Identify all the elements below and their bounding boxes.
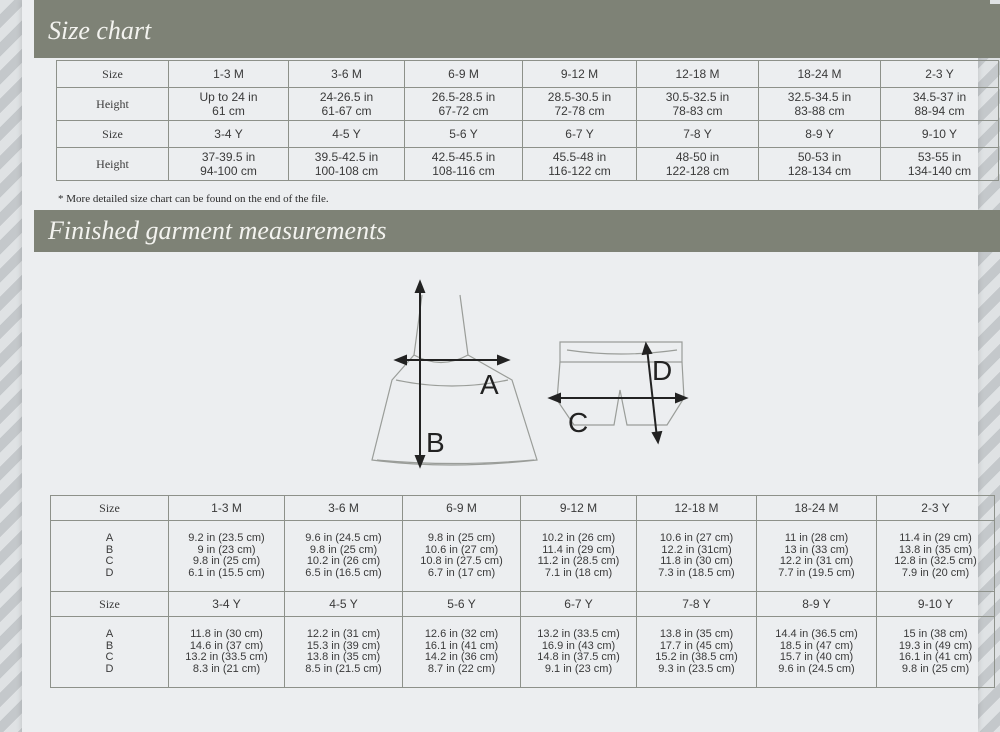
height-in: 32.5-34.5 in xyxy=(787,90,852,104)
meas-value: 7.7 in (19.5 cm) xyxy=(778,566,855,579)
height-in: 48-50 in xyxy=(675,150,720,164)
height-cm: 72-78 cm xyxy=(554,104,605,118)
size-cell: 1-3 M xyxy=(169,61,289,88)
size-cell: 2-3 Y xyxy=(881,61,999,88)
meas-value: 10.6 in (27 cm) xyxy=(659,532,734,544)
garment-diagram xyxy=(352,270,702,485)
meas-value: 6.5 in (16.5 cm) xyxy=(305,566,382,579)
meas-value: 9.6 in (24.5 cm) xyxy=(778,662,855,675)
size-cell: 7-8 Y xyxy=(637,121,759,148)
meas-value: 15 in (38 cm) xyxy=(903,628,968,640)
height-in: 42.5-45.5 in xyxy=(431,150,496,164)
meas-values-row xyxy=(51,617,995,688)
height-cell xyxy=(637,148,759,181)
meas-value: 13.8 in (35 cm) xyxy=(898,543,973,556)
label-d: D xyxy=(652,355,673,386)
meas-value: 11.2 in (28.5 cm) xyxy=(537,555,620,567)
height-in: 34.5-37 in xyxy=(912,90,967,104)
meas-value: 9.6 in (24.5 cm) xyxy=(305,532,382,544)
meas-value: 8.3 in (21 cm) xyxy=(192,662,261,675)
height-cell xyxy=(759,88,881,121)
document-page xyxy=(22,0,978,732)
meas-value: 14.8 in (37.5 cm) xyxy=(537,651,620,663)
meas-value: 14.6 in (37 cm) xyxy=(189,639,264,652)
size-row xyxy=(57,121,999,148)
height-in: 50-53 in xyxy=(797,150,842,164)
height-cell xyxy=(405,88,523,121)
height-cell xyxy=(289,148,405,181)
meas-value: 16.9 in (43 cm) xyxy=(541,639,616,652)
meas-value-cell xyxy=(757,617,877,688)
label-c: C xyxy=(568,407,589,438)
meas-letter: C xyxy=(105,651,114,663)
size-cell: 5-6 Y xyxy=(405,121,523,148)
size-cell: 3-6 M xyxy=(289,61,405,88)
height-in: 45.5-48 in xyxy=(552,150,607,164)
height-cell xyxy=(881,148,999,181)
meas-value: 9.8 in (25 cm) xyxy=(427,532,496,544)
height-in: 39.5-42.5 in xyxy=(314,150,379,164)
meas-letter: A xyxy=(105,628,114,640)
meas-value: 9.8 in (25 cm) xyxy=(192,555,261,567)
height-cell xyxy=(759,148,881,181)
height-cm: 122-128 cm xyxy=(665,164,730,178)
height-cell xyxy=(405,148,523,181)
meas-size-cell: 3-4 Y xyxy=(169,592,285,617)
meas-value: 9.8 in (25 cm) xyxy=(309,543,378,556)
size-chart-note: * More detailed size chart can be found on the end of the file. xyxy=(58,193,329,205)
meas-value: 6.1 in (15.5 cm) xyxy=(188,566,265,579)
meas-value: 12.6 in (32 cm) xyxy=(424,628,499,640)
height-cm: 94-100 cm xyxy=(200,164,257,178)
meas-size-row xyxy=(51,592,995,617)
height-in: Up to 24 in xyxy=(199,90,258,104)
meas-value-cell xyxy=(637,617,757,688)
height-cm: 100-108 cm xyxy=(314,164,379,178)
meas-size-cell: 8-9 Y xyxy=(757,592,877,617)
height-cm: 61-67 cm xyxy=(321,104,372,118)
meas-value: 6.7 in (17 cm) xyxy=(427,566,496,579)
height-cell xyxy=(289,88,405,121)
meas-value-cell xyxy=(403,617,521,688)
size-chart-title: Size chart xyxy=(34,4,1000,58)
meas-value: 13.2 in (33.5 cm) xyxy=(185,651,268,663)
meas-value: 11.8 in (30 cm) xyxy=(190,628,263,640)
meas-value-cell xyxy=(521,521,637,592)
meas-letter: D xyxy=(105,566,114,579)
meas-value: 15.2 in (38.5 cm) xyxy=(655,651,738,663)
meas-value: 13 in (33 cm) xyxy=(784,543,849,556)
meas-value: 18.5 in (47 cm) xyxy=(779,639,854,652)
size-cell: 12-18 M xyxy=(637,61,759,88)
meas-value: 12.2 in (31cm) xyxy=(661,543,732,556)
size-cell: 3-4 Y xyxy=(169,121,289,148)
dress-sketch xyxy=(372,295,537,465)
meas-value: 16.1 in (41 cm) xyxy=(898,651,973,663)
meas-letters-cell xyxy=(51,617,169,688)
meas-letter: A xyxy=(105,532,114,544)
size-cell: 6-9 M xyxy=(405,61,523,88)
height-in: 28.5-30.5 in xyxy=(547,90,612,104)
meas-value-cell xyxy=(521,617,637,688)
meas-size-label: Size xyxy=(51,592,169,617)
label-a: A xyxy=(480,369,499,400)
height-cell xyxy=(881,88,999,121)
meas-value: 11.8 in (30 cm) xyxy=(660,555,733,567)
size-row xyxy=(57,61,999,88)
meas-value-cell xyxy=(877,617,995,688)
height-cell xyxy=(523,148,637,181)
meas-size-cell: 9-12 M xyxy=(521,496,637,521)
meas-value: 10.6 in (27 cm) xyxy=(424,543,499,556)
meas-value-cell xyxy=(285,617,403,688)
meas-size-cell: 1-3 M xyxy=(169,496,285,521)
meas-value: 13.8 in (35 cm) xyxy=(306,651,381,663)
meas-value: 10.2 in (26 cm) xyxy=(541,532,616,544)
height-label: Height xyxy=(57,88,169,121)
measurements-table xyxy=(50,495,995,688)
meas-size-cell: 6-7 Y xyxy=(521,592,637,617)
height-label: Height xyxy=(57,148,169,181)
height-cm: 88-94 cm xyxy=(914,104,965,118)
height-in: 24-26.5 in xyxy=(319,90,374,104)
size-cell: 9-10 Y xyxy=(881,121,999,148)
meas-size-cell: 12-18 M xyxy=(637,496,757,521)
meas-value-cell xyxy=(877,521,995,592)
height-row xyxy=(57,148,999,181)
size-cell: 6-7 Y xyxy=(523,121,637,148)
meas-value: 15.7 in (40 cm) xyxy=(779,651,854,663)
meas-value: 9 in (23 cm) xyxy=(197,543,256,556)
size-cell: 18-24 M xyxy=(759,61,881,88)
meas-value: 19.3 in (49 cm) xyxy=(898,639,973,652)
meas-size-cell: 6-9 M xyxy=(403,496,521,521)
meas-value-cell xyxy=(637,521,757,592)
meas-value-cell xyxy=(169,617,285,688)
height-in: 30.5-32.5 in xyxy=(665,90,730,104)
meas-size-label: Size xyxy=(51,496,169,521)
meas-value: 16.1 in (41 cm) xyxy=(424,639,499,652)
meas-value: 10.2 in (26 cm) xyxy=(306,555,381,567)
height-cell xyxy=(169,148,289,181)
meas-size-cell: 4-5 Y xyxy=(285,592,403,617)
meas-value: 13.2 in (33.5 cm) xyxy=(537,628,620,640)
finished-measurements-title: Finished garment measurements xyxy=(34,210,1000,252)
meas-value: 9.1 in (23 cm) xyxy=(544,662,613,675)
height-cm: 78-83 cm xyxy=(672,104,723,118)
size-label: Size xyxy=(57,61,169,88)
size-cell: 9-12 M xyxy=(523,61,637,88)
meas-value: 12.2 in (31 cm) xyxy=(306,628,381,640)
height-in: 26.5-28.5 in xyxy=(431,90,496,104)
meas-letter: D xyxy=(105,662,114,675)
meas-value: 12.8 in (32.5 cm) xyxy=(894,555,977,567)
meas-size-cell: 2-3 Y xyxy=(877,496,995,521)
size-cell: 4-5 Y xyxy=(289,121,405,148)
meas-size-cell: 18-24 M xyxy=(757,496,877,521)
meas-value: 17.7 in (45 cm) xyxy=(659,639,734,652)
meas-size-cell: 9-10 Y xyxy=(877,592,995,617)
meas-value-cell xyxy=(285,521,403,592)
height-cm: 108-116 cm xyxy=(432,164,495,178)
label-b: B xyxy=(426,427,445,458)
meas-value: 11.4 in (29 cm) xyxy=(899,532,972,544)
meas-value: 15.3 in (39 cm) xyxy=(306,639,381,652)
height-row xyxy=(57,88,999,121)
meas-size-cell: 3-6 M xyxy=(285,496,403,521)
meas-values-row xyxy=(51,521,995,592)
meas-letter: B xyxy=(105,543,114,556)
height-cell xyxy=(169,88,289,121)
height-cm: 61 cm xyxy=(212,104,245,118)
meas-value: 14.4 in (36.5 cm) xyxy=(775,628,858,640)
meas-size-cell: 5-6 Y xyxy=(403,592,521,617)
size-label: Size xyxy=(57,121,169,148)
meas-value: 8.5 in (21.5 cm) xyxy=(305,662,382,675)
meas-size-cell: 7-8 Y xyxy=(637,592,757,617)
meas-value: 7.1 in (18 cm) xyxy=(544,566,613,579)
meas-value: 8.7 in (22 cm) xyxy=(427,662,496,675)
size-cell: 8-9 Y xyxy=(759,121,881,148)
size-chart-table xyxy=(56,60,999,181)
meas-value-cell xyxy=(403,521,521,592)
height-in: 37-39.5 in xyxy=(201,150,256,164)
meas-letter: B xyxy=(105,639,114,652)
meas-value: 14.2 in (36 cm) xyxy=(424,651,499,663)
meas-letter: C xyxy=(105,555,114,567)
meas-letters-cell xyxy=(51,521,169,592)
height-cm: 67-72 cm xyxy=(438,104,489,118)
meas-value: 7.3 in (18.5 cm) xyxy=(658,566,735,579)
meas-size-row xyxy=(51,496,995,521)
height-cell xyxy=(523,88,637,121)
height-in: 53-55 in xyxy=(917,150,962,164)
height-cell xyxy=(637,88,759,121)
meas-value: 13.8 in (35 cm) xyxy=(659,628,734,640)
height-cm: 116-122 cm xyxy=(548,164,611,178)
meas-value: 11.4 in (29 cm) xyxy=(542,543,615,556)
meas-value: 7.9 in (20 cm) xyxy=(901,566,970,579)
height-cm: 128-134 cm xyxy=(787,164,852,178)
meas-value-cell xyxy=(169,521,285,592)
meas-value: 11 in (28 cm) xyxy=(784,532,849,544)
height-cm: 134-140 cm xyxy=(907,164,972,178)
meas-value: 12.2 in (31 cm) xyxy=(779,555,854,567)
meas-value: 10.8 in (27.5 cm) xyxy=(420,555,503,567)
meas-value: 9.2 in (23.5 cm) xyxy=(188,532,265,544)
meas-value: 9.8 in (25 cm) xyxy=(901,662,970,675)
height-cm: 83-88 cm xyxy=(794,104,845,118)
meas-value-cell xyxy=(757,521,877,592)
meas-value: 9.3 in (23.5 cm) xyxy=(658,662,735,675)
